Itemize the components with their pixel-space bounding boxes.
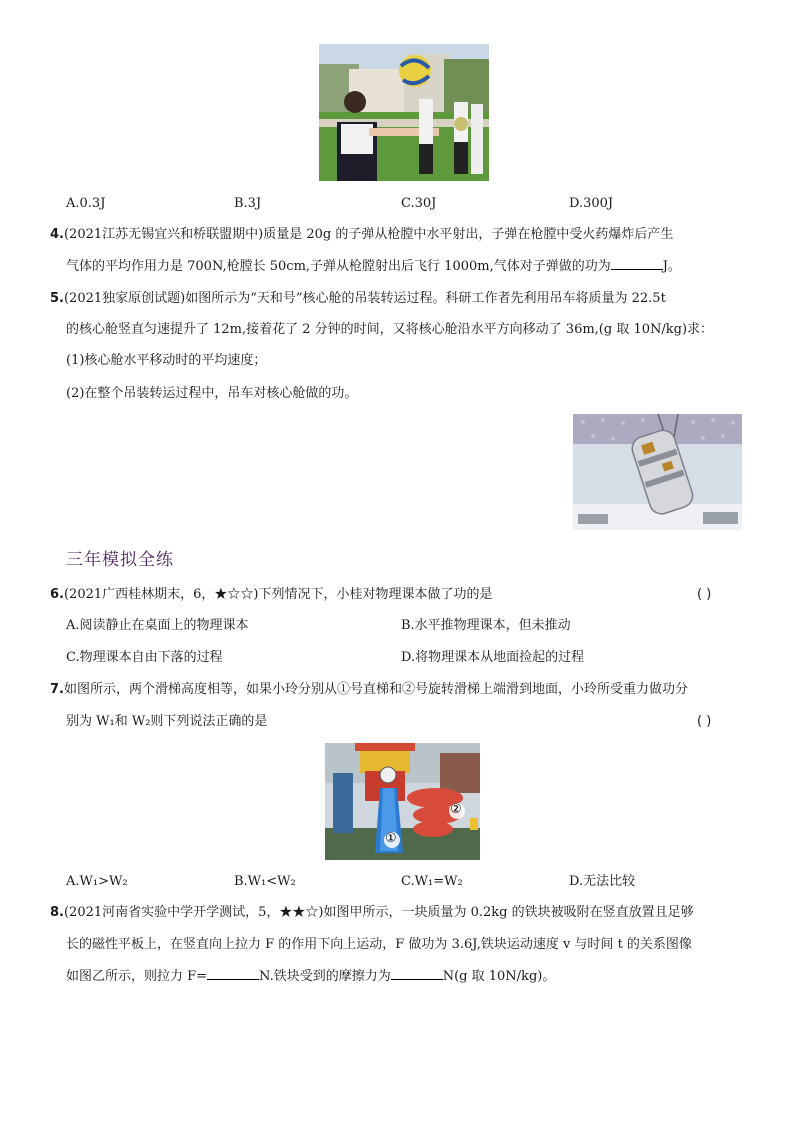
q3-option-a[interactable]: A.0.3J	[66, 196, 106, 211]
q3-option-c[interactable]: C.30J	[401, 196, 437, 211]
q6-number: 6.	[50, 587, 64, 602]
q6-option-b[interactable]: B.水平推物理课本，但未推动	[401, 618, 571, 633]
q6-option-c[interactable]: C.物理课本自由下落的过程	[66, 650, 223, 665]
q5-line-2: 的核心舱竖直匀速提升了 12m,接着花了 2 分钟的时间，又将核心舱沿水平方向移动了 36m,(g 取 10N/kg)求：	[66, 322, 714, 337]
q4-text-1: (2021江苏无锡宜兴和桥联盟期中)质量是 20g 的子弹从枪膛中水平射出，子弹在枪膛中受火药爆炸后产生	[63, 227, 674, 242]
q7-number: 7.	[50, 682, 64, 697]
q6-text-1: (2021广西桂林期末，6，★☆☆)下列情况下，小桂对物理课本做了功的是	[63, 587, 493, 602]
q6-answer-paren[interactable]: ( )	[697, 587, 712, 602]
q6-option-a[interactable]: A.阅读静止在桌面上的物理课本	[66, 618, 249, 633]
q5-sub-question-1: (1)核心舱水平移动时的平均速度；	[66, 353, 267, 368]
q7-option-b[interactable]: B.W₁<W₂	[234, 874, 296, 889]
q5-text-1: (2021独家原创试题)如图所示为“天和号”核心舱的吊装转运过程。科研工作者先利用吊车将质量为 22.5t	[63, 291, 666, 306]
slides-photo	[325, 743, 480, 860]
slide-label-2: ②	[450, 802, 462, 817]
q8-text-1: (2021河南省实验中学开学测试，5，★★☆)如图甲所示，一块质量为 0.2kg 的铁块被吸附在竖直放置且足够	[63, 905, 694, 920]
q7-line-2: 别为 W₁和 W₂则下列说法正确的是	[66, 714, 268, 729]
q8-number: 8.	[50, 905, 64, 920]
q8-text-3b: N.铁块受到的摩擦力为	[259, 969, 391, 984]
q4-unit: J。	[662, 259, 681, 274]
volleyball-photo	[319, 44, 489, 181]
q3-option-b[interactable]: B.3J	[234, 196, 262, 211]
q4-number: 4.	[50, 227, 64, 242]
q4-answer-blank[interactable]	[611, 257, 663, 270]
slide-label-1: ①	[385, 831, 397, 846]
q7-text-1: 如图所示，两个滑梯高度相等，如果小玲分别从①号直梯和②号旋转滑梯上端滑到地面，小玲所受重力做功分	[63, 682, 688, 697]
q5-sub-question-2: (2)在整个吊装转运过程中，吊车对核心舱做的功。	[66, 386, 358, 401]
q7-answer-paren[interactable]: ( )	[697, 714, 712, 729]
q6-line-1	[50, 585, 492, 605]
q7-option-a[interactable]: A.W₁>W₂	[66, 874, 128, 889]
section-title: 三年模拟全练	[66, 550, 174, 570]
q4-line-2	[66, 257, 681, 277]
q5-number: 5.	[50, 291, 64, 306]
q8-line-2: 长的磁性平板上，在竖直向上拉力 F 的作用下向上运动，F 做功为 3.6J,铁块运动速度 v 与时间 t 的关系图像	[66, 937, 692, 952]
q8-force-blank[interactable]	[207, 967, 259, 980]
q8-friction-blank[interactable]	[391, 967, 443, 980]
core-module-photo	[573, 414, 742, 530]
q5-line-1	[50, 289, 666, 309]
q7-option-d[interactable]: D.无法比较	[569, 874, 636, 889]
q6-option-d[interactable]: D.将物理课本从地面捡起的过程	[401, 650, 585, 665]
q7-line-1	[50, 680, 688, 700]
q4-line-1	[50, 225, 673, 245]
q8-text-3a: 如图乙所示，则拉力 F=	[66, 969, 208, 984]
q4-text-2: 气体的平均作用力是 700N,枪膛长 50cm,子弹从枪膛射出后飞行 1000m,气体对子弹做的功为	[66, 259, 611, 274]
q8-text-3c: N(g 取 10N/kg)。	[442, 969, 556, 984]
q7-option-c[interactable]: C.W₁=W₂	[401, 874, 463, 889]
q8-line-1	[50, 903, 694, 923]
q8-line-3	[66, 967, 555, 987]
q3-option-d[interactable]: D.300J	[569, 196, 614, 211]
